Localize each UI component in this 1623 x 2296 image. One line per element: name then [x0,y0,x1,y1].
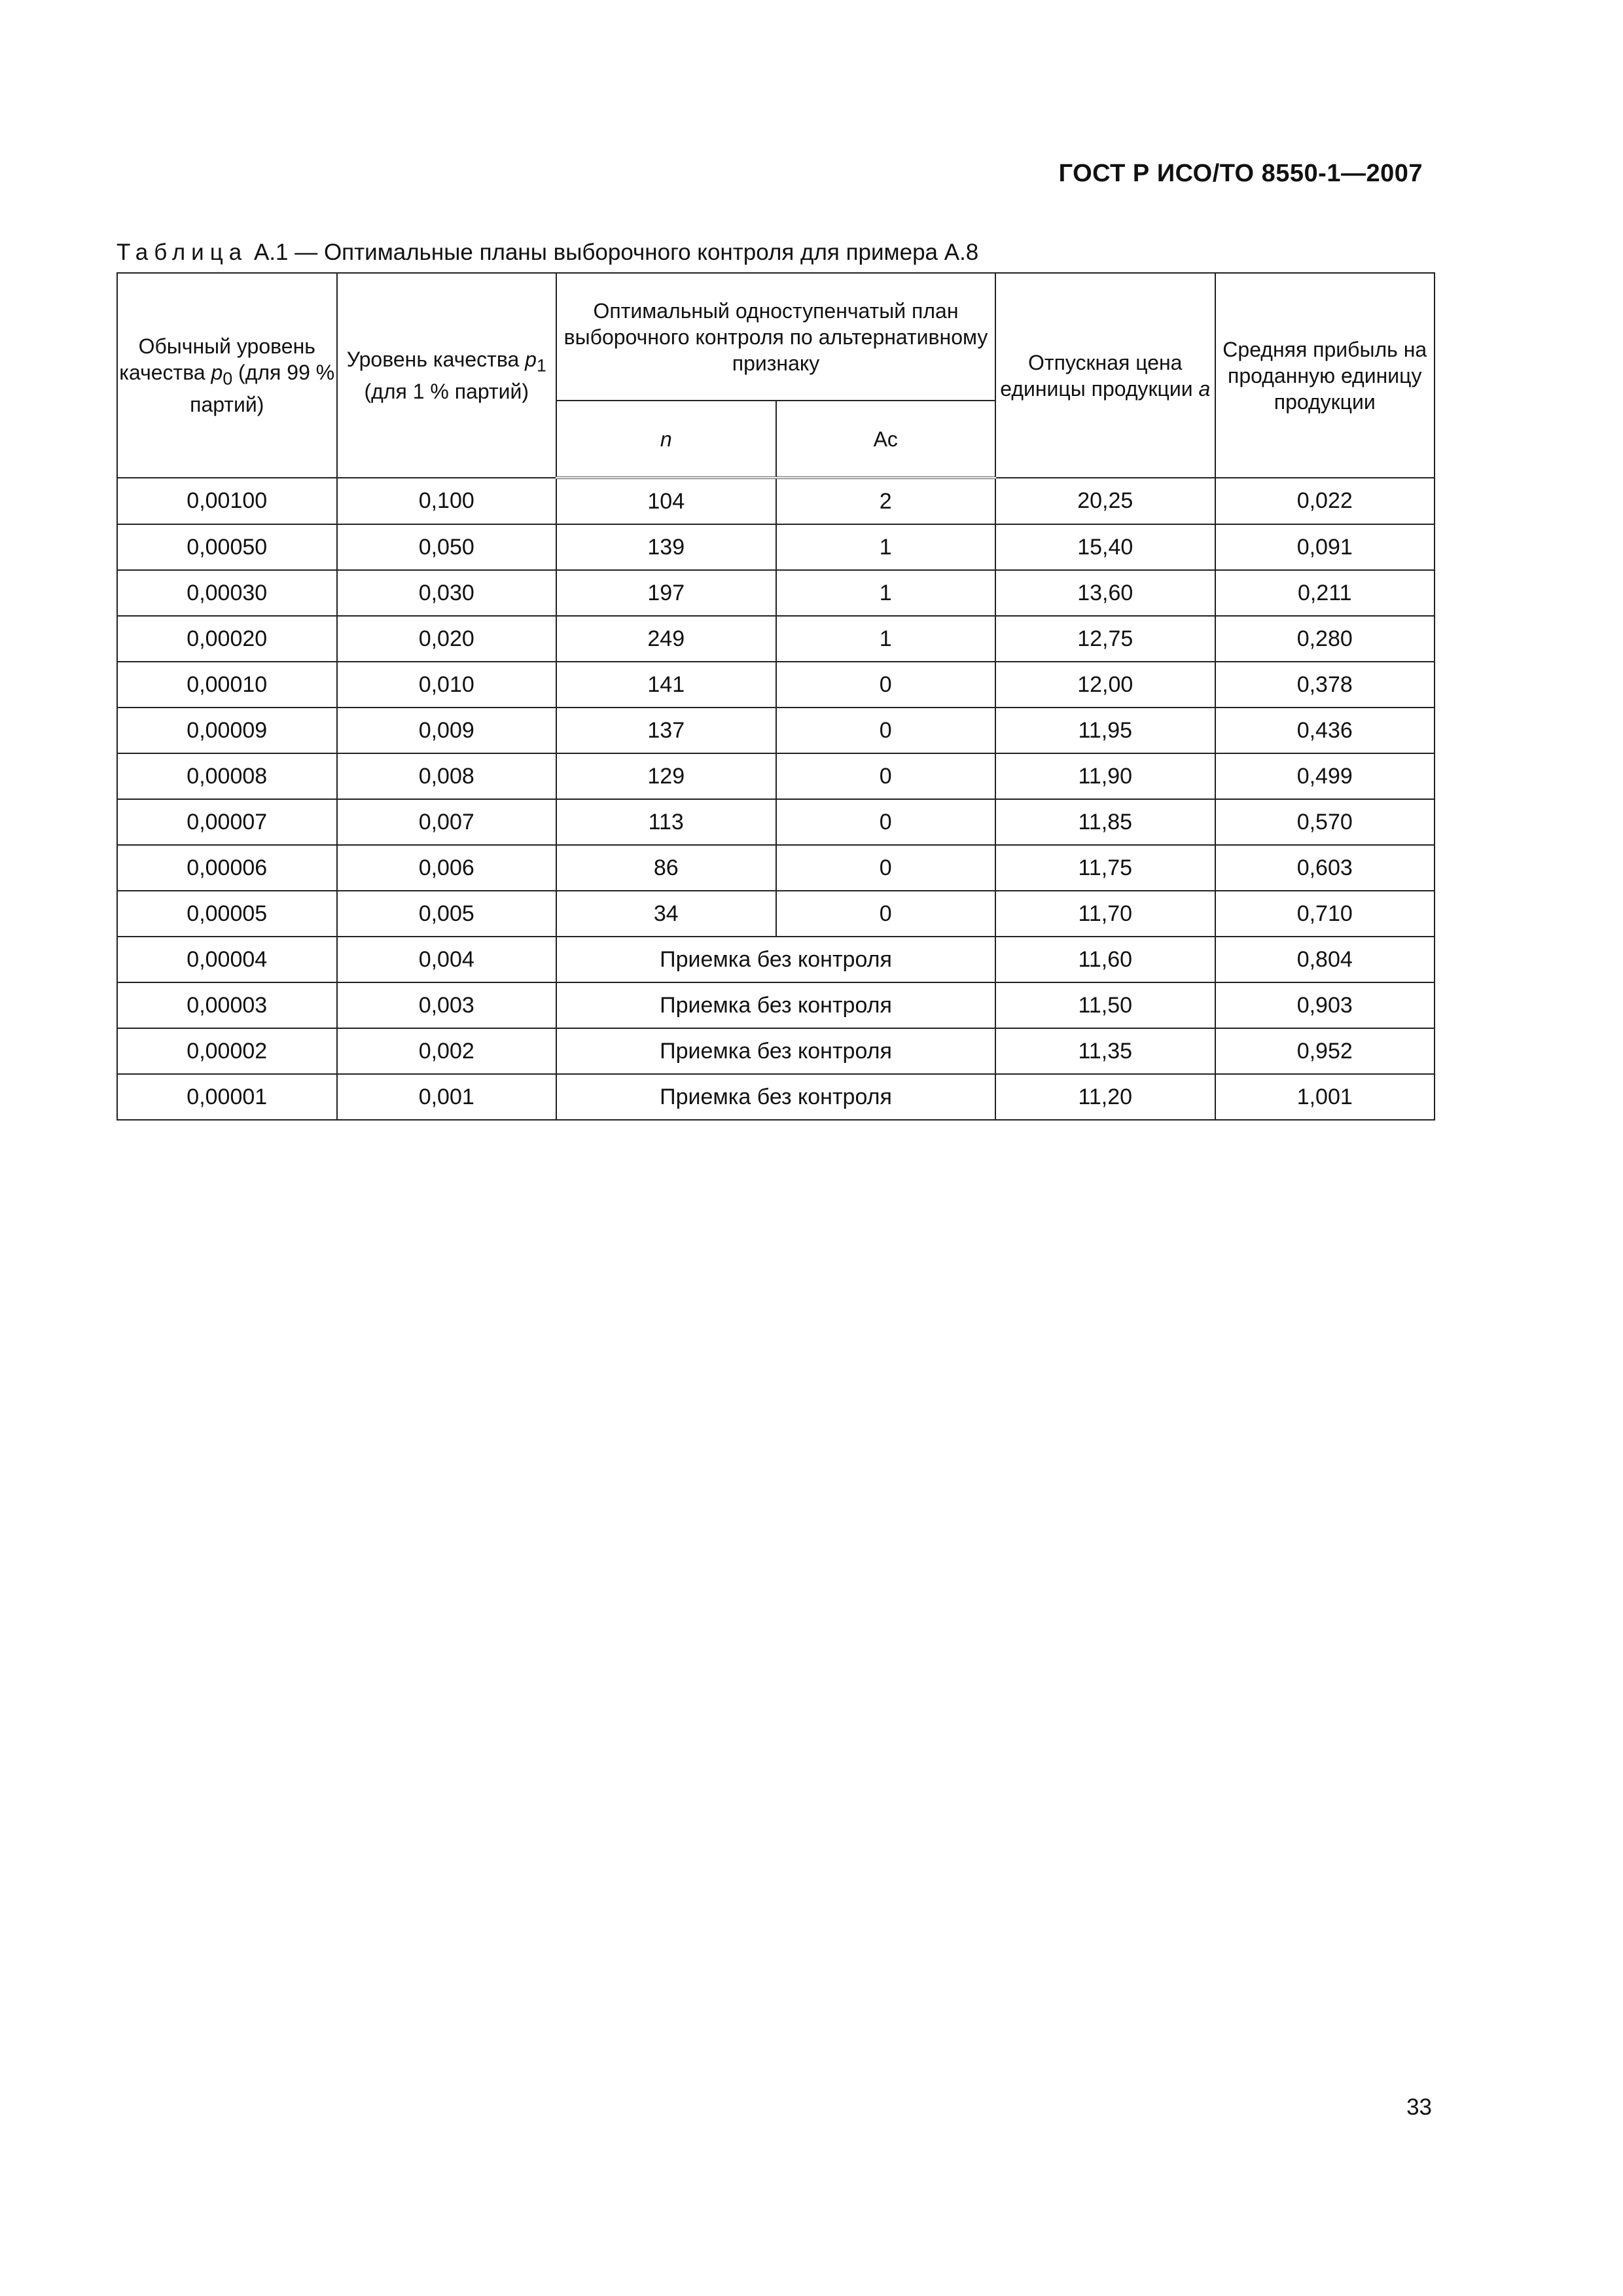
table-cell: 11,50 [995,982,1215,1028]
table-cell: 0,378 [1215,662,1435,708]
standard-code-header: ГОСТ Р ИСО/ТО 8550-1—2007 [1058,160,1423,187]
header-usual-quality-level: Обычный уровень качества $p_0$ (для 99 % партий) [117,273,337,478]
table-cell: Приемка без контроля [556,982,995,1028]
header-quality-level: Уровень качества $p_1$ (для 1 % партий) [337,273,557,478]
table-row [117,570,1435,616]
table-cell: 15,40 [995,524,1215,570]
table-cell: 0,710 [1215,891,1435,937]
table-cell: 20,25 [995,478,1215,524]
table-cell: 0,002 [337,1028,557,1074]
table-cell: 0 [776,799,996,845]
table-row [117,478,1435,524]
table-cell: 0,952 [1215,1028,1435,1074]
table-row [117,845,1435,891]
table-cell: 129 [556,753,776,799]
header-selling-price: Отпускная цена единицы продукции a [995,273,1215,478]
table-cell: 0,00003 [117,982,337,1028]
table-cell: Приемка без контроля [556,1028,995,1074]
table-cell: 11,20 [995,1074,1215,1120]
table-cell: 0,050 [337,524,557,570]
table-row [117,937,1435,982]
table-cell: 12,75 [995,616,1215,662]
table-cell: 11,90 [995,753,1215,799]
table-cell: 113 [556,799,776,845]
table-row [117,1074,1435,1120]
table-cell: 104 [556,478,776,524]
table-cell: 0,570 [1215,799,1435,845]
table-cell: 1,001 [1215,1074,1435,1120]
table-cell: 11,70 [995,891,1215,937]
header-acceptance-number: Ac [776,401,996,478]
table-body [117,478,1435,1120]
table-caption-label: Таблица [116,240,248,265]
table-cell: Приемка без контроля [556,937,995,982]
table-cell: 0,003 [337,982,557,1028]
table-row [117,891,1435,937]
table-cell: 34 [556,891,776,937]
table-cell: 0,010 [337,662,557,708]
table-cell: 0,00007 [117,799,337,845]
table-cell: 0,022 [1215,478,1435,524]
table-cell: Приемка без контроля [556,1074,995,1120]
table-cell: 0,100 [337,478,557,524]
table-cell: 1 [776,524,996,570]
table-cell: 0,020 [337,616,557,662]
table-cell: 137 [556,708,776,753]
header-optimal-plan: Оптимальный одноступенчатый план выборочного контроля по альтернативному признаку [556,273,995,401]
table-cell: 0,00008 [117,753,337,799]
table-cell: 11,85 [995,799,1215,845]
table-cell: 11,60 [995,937,1215,982]
table-cell: 86 [556,845,776,891]
table-cell: 0,280 [1215,616,1435,662]
table-cell: 0,804 [1215,937,1435,982]
table-row [117,616,1435,662]
table-cell: 0,00004 [117,937,337,982]
table-cell: 0,00002 [117,1028,337,1074]
table-cell: 0 [776,708,996,753]
table-cell: 0 [776,845,996,891]
table-row [117,524,1435,570]
table-cell: 0,091 [1215,524,1435,570]
table-cell: 0,009 [337,708,557,753]
table-row [117,662,1435,708]
table-cell: 0,030 [337,570,557,616]
table-cell: 0,603 [1215,845,1435,891]
table-row [117,1028,1435,1074]
table-cell: 0,005 [337,891,557,937]
table-cell: 249 [556,616,776,662]
sampling-plans-table [116,272,1435,1121]
table-cell: 0,004 [337,937,557,982]
table-caption-text: А.1 — Оптимальные планы выборочного контроля для примера А.8 [253,240,979,265]
table-cell: 141 [556,662,776,708]
table-cell: 12,00 [995,662,1215,708]
table-cell: 1 [776,570,996,616]
table-cell: 0,008 [337,753,557,799]
table-row [117,799,1435,845]
page-number: 33 [1406,2094,1432,2120]
table-cell: 0 [776,662,996,708]
table-cell: 11,75 [995,845,1215,891]
table-cell: 0,00030 [117,570,337,616]
table-cell: 0,00005 [117,891,337,937]
table-cell: 197 [556,570,776,616]
header-sample-size-n: n [556,401,776,478]
table-row [117,753,1435,799]
table-cell: 0,006 [337,845,557,891]
table-cell: 139 [556,524,776,570]
header-average-profit: Средняя прибыль на проданную единицу продукции [1215,273,1435,478]
table-cell: 0,436 [1215,708,1435,753]
table-cell: 0,211 [1215,570,1435,616]
table-cell: 13,60 [995,570,1215,616]
table-cell: 11,35 [995,1028,1215,1074]
table-cell: 0,00001 [117,1074,337,1120]
table-cell: 0,00006 [117,845,337,891]
table-cell: 0,00009 [117,708,337,753]
table-cell: 0,00020 [117,616,337,662]
table-cell: 2 [776,478,996,524]
table-cell: 0,903 [1215,982,1435,1028]
table-cell: 0,499 [1215,753,1435,799]
table-cell: 0,001 [337,1074,557,1120]
table-cell: 0,00100 [117,478,337,524]
table-caption [116,240,978,266]
table-cell: 0 [776,753,996,799]
table-cell: 0 [776,891,996,937]
table-cell: 0,007 [337,799,557,845]
table-cell: 0,00010 [117,662,337,708]
table-cell: 1 [776,616,996,662]
table-cell: 11,95 [995,708,1215,753]
table-row [117,708,1435,753]
table-row [117,982,1435,1028]
table-cell: 0,00050 [117,524,337,570]
